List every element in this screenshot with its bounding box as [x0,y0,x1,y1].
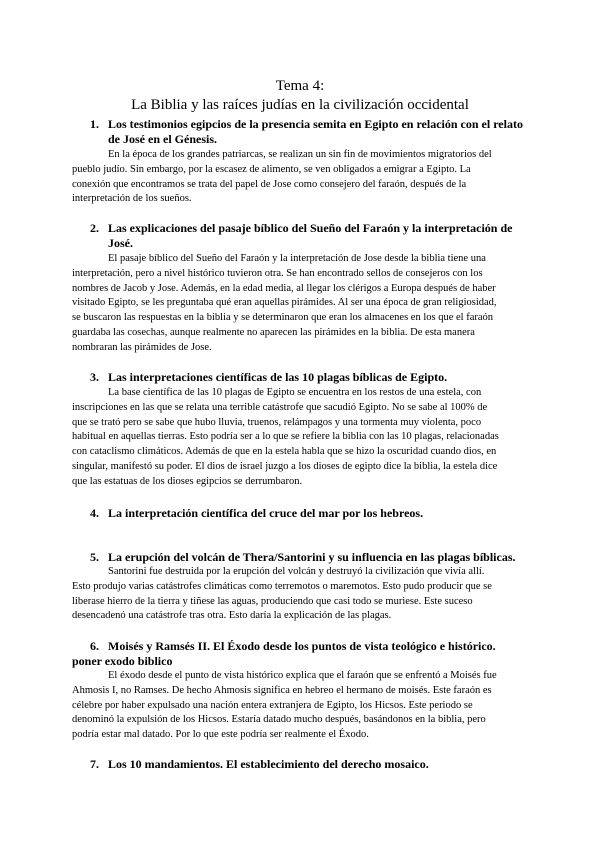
body-line: podría estar mal datado. Por lo que este podría ser realmente el Éxodo. [72,729,369,741]
section-4-heading [90,506,540,521]
section-3-heading [90,370,540,385]
body-line: interpretación, pero a nivel histórico tuvieron otra. Se han encontrado sellos de consejeros con los [72,267,483,279]
section-1-body [72,148,527,207]
body-line: conexión que encontramos se trata del papel de Jose como consejero del faraón, después de la [72,178,467,190]
section-number: 4. [90,506,99,520]
section-2-heading [90,221,540,251]
body-line: que se trató pero se sabe que hubo lluvia, truenos, relámpagos y una tormenta muy violenta, poco [72,416,482,428]
body-line: nombres de Jacob y Jose. Además, en la edad media, al llegar los clérigos a Europa después de haber [72,282,496,294]
document-title-number: Tema 4: [275,78,325,94]
body-line: guardaba las cosechas, aunque realmente no aparecen las pirámides en la biblia. De esta manera [72,326,475,338]
body-line: interpretación de los sueños. [72,193,192,205]
section-2-body [72,252,527,356]
body-line: célebre por haber expulsado una nación entera extranjera de Egipto, los Hicsos. Este periodo se [72,699,473,711]
body-line: liberase hierro de la tierra y tiñese las aguas, produciendo que casi todo se muriese. Este suceso [72,595,473,607]
body-line: La base científica de las 10 plagas de Egipto se encuentra en los restos de una estela, con [108,387,482,398]
body-line: Esto produjo varias catástrofes climáticas como terremotos o maremotos. Esto pudo producir que se [72,580,492,592]
section-6-heading-continuation [72,654,522,669]
section-1-heading [90,117,540,147]
body-line: habitual en aquellas tierras. Esto podría ser a lo que se refiere la biblia con las 10 plagas, relacionadas [72,431,499,443]
body-line: Ahmosis I, no Ramses. De hecho Ahmosis significa en hebreo el hermano de moisés. Este faraón es [72,684,492,696]
section-heading-line: poner exodo biblico [72,654,173,668]
section-7-heading [90,757,540,772]
section-heading-line: La erupción del volcán de Thera/Santorini y su influencia en las plagas bíblicas. [108,550,516,564]
section-number: 2. [90,221,99,235]
section-5-body [72,565,527,624]
section-5-heading [90,550,540,565]
body-line: denominó la expulsión de los Hicsos. Estaría datado mucho después, basándonos en la biblia, pero [72,714,486,726]
body-line: que las estatuas de los dioses egipcios se derrumbaron. [72,475,303,487]
section-number: 6. [90,639,99,653]
body-line: El pasaje bíblico del Sueño del Faraón y la interpretación de Jose desde la biblia tiene una [108,253,486,264]
body-line: En la época de los grandes patriarcas, se realizan un sin fin de movimientos migratorios del [108,149,492,160]
section-number: 1. [90,117,99,131]
body-line: singular, manifestó su poder. El dios de israel juzgo a los dioses de egipto dice la biblia, la estela dice [72,460,498,472]
section-number: 5. [90,550,99,564]
body-line: se buscaron las respuestas en la biblia y se determinaron que eran los almacenes en los que el faraón [72,312,494,324]
body-line: desencadenó una catástrofe tras otra. Esto daría la explicación de las plagas. [72,610,392,622]
section-number: 3. [90,370,99,384]
body-line: nombraran las pirámides de Jose. [72,341,212,353]
section-6-body [72,669,527,743]
body-line: Santorini fue destruida por la erupción del volcán y destruyó la civilización que vivía allí. [108,566,485,577]
body-line: El éxodo desde el punto de vista histórico explica que el faraón que se enfrentó a Moisés fue [108,670,497,681]
section-heading-line: Los 10 mandamientos. El establecimiento del derecho mosaico. [108,757,429,771]
section-3-body [72,386,527,490]
section-6-heading [90,639,540,654]
section-heading-line: Las explicaciones del pasaje bíblico del Sueño del Faraón y la interpretación de [108,221,513,235]
section-heading-line: Los testimonios egipcios de la presencia semita en Egipto en relación con el relato [108,117,523,131]
section-number: 7. [90,757,99,771]
section-heading-line: La interpretación científica del cruce del mar por los hebreos. [108,506,424,520]
document-title: La Biblia y las raíces judías en la civilización occidental [131,97,469,113]
section-heading-line: de José en el Génesis. [108,132,217,146]
body-line: visitado Egipto, se les preguntaba qué eran aquellas pirámides. Al ser una época de gran religiosidad, [72,297,497,309]
body-line: pueblo judío. Sin embargo, por la escasez de alimento, se ven obligados a emigrar a Egipto. La [72,163,471,175]
section-heading-line: Las interpretaciones científicas de las 10 plagas bíblicas de Egipto. [108,370,448,384]
body-line: con cataclismo climáticos. Además de que en la estela habla que se hizo la oscuridad cuando dios, en [72,446,497,458]
section-heading-line: Moisés y Ramsés II. El Éxodo desde los puntos de vista teológico e histórico. [108,639,496,653]
body-line: inscripciones en las que se relata una terrible catástrofe que sacudió Egipto. No se sabe al 100% de [72,401,488,413]
section-heading-line: José. [108,236,133,250]
